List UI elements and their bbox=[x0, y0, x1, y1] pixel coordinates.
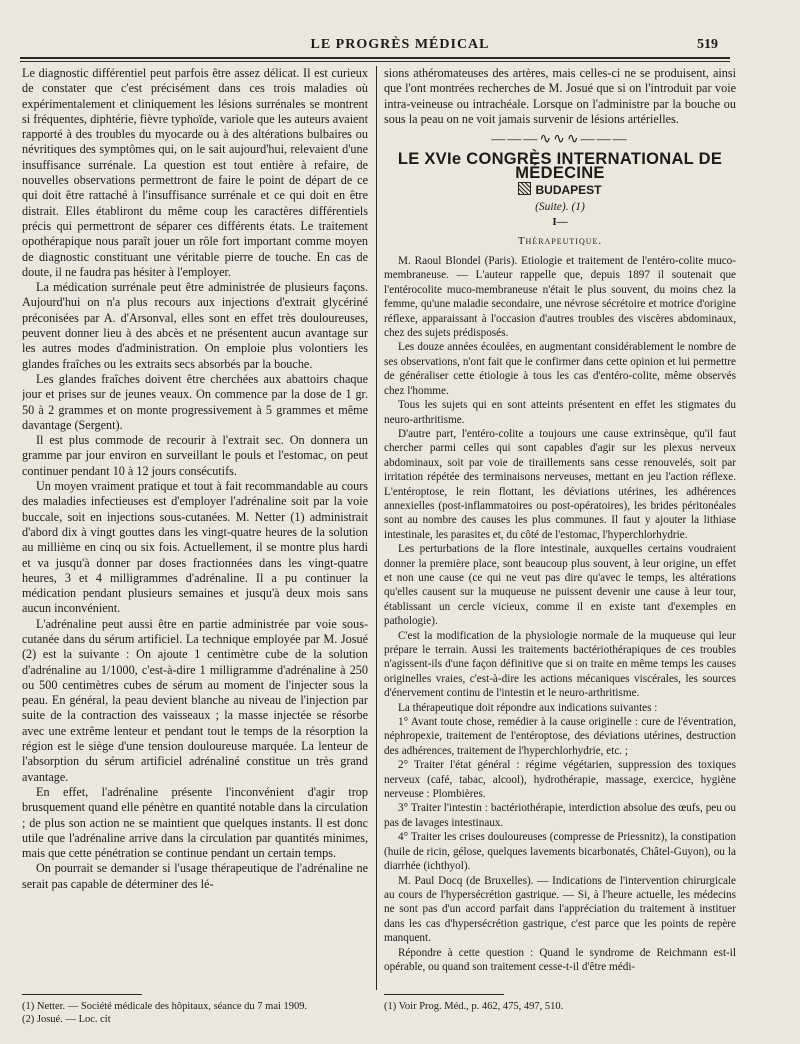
paragraph: D'autre part, l'entéro-colite a toujours une cause extrinsèque, qu'il faut chercher parmi celles qui sont capables d'agir sur les plexus nerveux abdominaux, soit par voie de tiraillements sans cesse renouvelés, soit par irritation répétée des terminaisons nerveuses, mettant en jeu l'action réflexe. L'entéroptose, le rein flottant, les déviations utérines, les adhérences annexielles (post-inflammatoires ou post-opératoires), les brides péritonéales sont au nombre des causes les plus communes. Il faut y ajouter la lithiase intestinale, les parasites et, du côté de l'estomac, l'hyperchlorhydrie. bbox=[384, 427, 736, 541]
paragraph: On pourrait se demander si l'usage thérapeutique de l'adrénaline ne serait pas capable de déterminer des lé- bbox=[22, 861, 368, 891]
paragraph: Tous les sujets qui en sont atteints présentent en effet les stigmates du neuro-arthritisme. bbox=[384, 399, 736, 426]
paragraph: Il est plus commode de recourir à l'extrait sec. On donnera un gramme par jour environ en surveillant le pouls et l'estomac, on peut continuer pendant 10 à 12 jours consécutifs. bbox=[22, 433, 368, 478]
paragraph: 4° Traiter les crises douloureuses (compresse de Priessnitz), la constipation (huile de ricin, gélose, quelques lavements bicarbonatés, Châtel-Guyon), ou la diarrhée (ichthyol). bbox=[384, 831, 736, 873]
left-column bbox=[22, 66, 368, 994]
paragraph: M. Raoul Blondel (Paris). Etiologie et traitement de l'entéro-colite muco-membraneuse. — L'auteur rappelle que, depuis 1897 il soutenait que l'entérocolite muco-membraneuse n'était le plus souvent, du moins chez la femme, qu'une maladie secondaire, une névrose sécrétoire et motrice d'origine réflexe, apparaissant à l'occasion d'autres troubles des viscères abdominaux, chez des sujets prédisposés. bbox=[384, 255, 736, 340]
header-rule bbox=[20, 57, 730, 59]
paragraph: Les glandes fraîches doivent être cherchées aux abattoirs chaque jour et prises sur de jeunes veaux. On commence par la dose de 1 gr. 50 à 2 grammes et on monte progressivement à 5 grammes et même davantage (Sergent). bbox=[22, 371, 368, 432]
footnotes-right bbox=[384, 1000, 736, 1013]
suite-label: (Suite). (1) bbox=[535, 200, 585, 213]
paragraph: Les douze années écoulées, en augmentant considérablement le nombre de ses observations, n'ont fait que le confirmer dans cette opinion et lui permettre de généraliser cette étiologie à tous les cas d'entéro-colite, même observés chez l'homme. bbox=[384, 341, 736, 397]
footnote: (2) Josué. — Loc. cit bbox=[22, 1014, 111, 1025]
congress-city bbox=[384, 182, 736, 197]
congress-title: LE XVIe CONGRÈS INTERNATIONAL DE MÉDECINE bbox=[397, 149, 723, 182]
paragraph: C'est la modification de la physiologie normale de la muqueuse qui leur prépare le terrain. Aussi les traitements bactériothérapiques de ces troubles n'agissent-ils d'une façon définitive que si on traite en même temps les causes originelles vraies, c'est-à-dire les actions mécaniques viscérales, les sources d'énervement continu de l'intestin et le neuro-arthritisme. bbox=[384, 629, 736, 700]
header-rule-thin bbox=[20, 61, 730, 62]
paragraph: sions athéromateuses des artères, mais celles-ci ne se produisent, ainsi que l'ont montrées recherches de M. Josué que si on l'introduit par voie intra-veineuse ou intrachéale. Lorsque on l'administre par la bouche ou sous la peau on ne voit jamais survenir de lésions artérielles. bbox=[384, 66, 736, 126]
paragraph: La médication surrénale peut être administrée de plusieurs façons. Aujourd'hui on n'a plus recours aux injections d'extrait glycériné préconisées par A. d'Arsonval, elles sont en effet très douloureuses, peuvent donner lieu à des abcès et ne présentent aucun avantage sur les autres modes d'administration. On emploie plus volontiers les glandes fraîches ou les extraits secs absorbés par la bouche. bbox=[22, 280, 368, 371]
footnote: (1) Netter. — Société médicale des hôpitaux, séance du 7 mai 1909. bbox=[22, 1001, 308, 1012]
crest-icon bbox=[518, 182, 531, 195]
congress-city-label: BUDAPEST bbox=[535, 183, 602, 198]
footnote-rule-right bbox=[384, 994, 504, 995]
ornament-divider: ———∿∿∿——— bbox=[491, 132, 629, 148]
page-number: 519 bbox=[697, 37, 718, 52]
paragraph: 1° Avant toute chose, remédier à la cause originelle : cure de l'éventration, néphropexie, traitement de l'entéroptose, des déviations utérines, destruction des adhérences, traitement de l'hyperchlorhydrie, etc. ; bbox=[384, 716, 736, 757]
footnotes-left bbox=[22, 1000, 368, 1026]
footnote-rule-left bbox=[22, 994, 142, 995]
paragraph: M. Paul Docq (de Bruxelles). — Indications de l'intervention chirurgicale au cours de l'hypersécrétion gastrique. — Si, à l'heure actuelle, les médecins ne sont pas d'un accord parfait dans l'appréciation du traitement à instituer dans les cas d'hypersécrétion gastrique, c'est parce que les points de repère manquent. bbox=[384, 874, 736, 945]
journal-title: LE PROGRÈS MÉDICAL bbox=[310, 37, 490, 52]
paragraph: 2° Traiter l'état général : régime végétarien, suppression des toxiques nerveux (café, tabac, alcool), hydrothérapie, massage, exercice, hygiène nerveuse : Plombières. bbox=[384, 759, 736, 801]
section-heading: Thérapeutique. bbox=[517, 234, 603, 247]
column-divider bbox=[376, 66, 377, 990]
paragraph: Répondre à cette question : Quand le syndrome de Reichmann est-il opérable, ou quand son traitement cesse-t-il d'être médi- bbox=[384, 946, 736, 973]
paragraph: Les perturbations de la flore intestinale, auxquelles certains voudraient donner la première place, sont beaucoup plus souvent, à leur origine, un effet et non une cause (ce qui ne veut pas dire qu'avec le temps, les altérations qu'elles causent sur la muqueuse ne puissent devenir une cause à leur tour, établissant un cercle vicieux, comme il en existe tant d'exemples en pathologie). bbox=[384, 543, 736, 628]
paragraph: Le diagnostic différentiel peut parfois être assez délicat. Il est curieux de constater que c'est précisément dans ces trois maladies où expérimentalement et cliniquement les lésions surrénales se montrent si fréquentes, diphtérie, fièvre typhoïde, variole que les auteurs avaient rapporté à des troubles du myocarde ou à des altérations bulbaires ou névritiques des symptômes qui, on le sait aujourd'hui, relevaient d'une insuffisance surrénale. La question est tout entière à refaire, de nouvelles observations permettront de faire le point de départ de ce qui doit être rattaché à l'insuffisance surrénale et ce qui doit en être distrait. Elles établiront du même coup les caractères différentiels précis qui permettront de séparer ces différents états. Le traitement opothérapique nous paraît jouer un rôle fort important comme moyen de diagnostic constituant une véritable pierre de touche. En cas de doute, il ne faudra pas hésiter à l'employer. bbox=[22, 66, 368, 279]
paragraph: La thérapeutique doit répondre aux indications suivantes : bbox=[398, 701, 658, 714]
paragraph: En effet, l'adrénaline présente l'inconvénient d'agir trop brusquement quand elle pénètre en quantité notable dans la circulation ; de plus son action ne se maintient que quelques instants. Il est donc utile que l'adrénaline arrive dans la circulation par quantités minimes, mais que cette pénétration se continue pendant un certain temps. bbox=[22, 784, 368, 861]
paragraph: 3° Traiter l'intestin : bactériothérapie, interdiction absolue des œufs, peu ou pas de lavages intestinaux. bbox=[384, 802, 736, 829]
section-dash: I— bbox=[552, 216, 568, 229]
right-column bbox=[384, 66, 736, 994]
running-header bbox=[20, 34, 780, 56]
paragraph: Un moyen vraiment pratique et tout à fait recommandable au cours des maladies infectieuses est d'employer l'adrénaline soit par la voie buccale, soit en injections sous-cutanées. M. Netter (1) administrait d'abord dix à vingt gouttes dans les vingt-quatre heures de la solution au millième en cinq ou six fois. Actuellement, il se montre plus hardi et va jusqu'à donner par doses fractionnées dans les vingt-quatre heures, 3 et 4 milligrammes d'adrénaline. Il a pu continuer la médication pendant plusieurs semaines et jusqu'à deux mois sans aucun inconvénient. bbox=[22, 479, 368, 616]
footnote: (1) Voir Prog. Méd., p. 462, 475, 497, 510. bbox=[384, 1001, 564, 1012]
paragraph: L'adrénaline peut aussi être en partie administrée par voie sous-cutanée dans du sérum artificiel. La technique employée par M. Josué (2) est la suivante : On ajoute 1 centimètre cube de la solution d'adrénaline au 1/1000, c'est-à-dire 1 milligramme d'adrénaline à 250 ou 500 centimètres cubes de sérum au moment de l'injecter sous la peau. En général, la peau devient blanche au niveau de l'injection par suite de la contraction des vaisseaux ; la masse injectée se résorbe avec une extrême lenteur et pendant tout le temps de la résorption la région est le siège d'une tension douloureuse marquée. La lenteur de l'absorption du sérum artificiel adrénaliné constitue un très grand avantage. bbox=[22, 616, 368, 784]
